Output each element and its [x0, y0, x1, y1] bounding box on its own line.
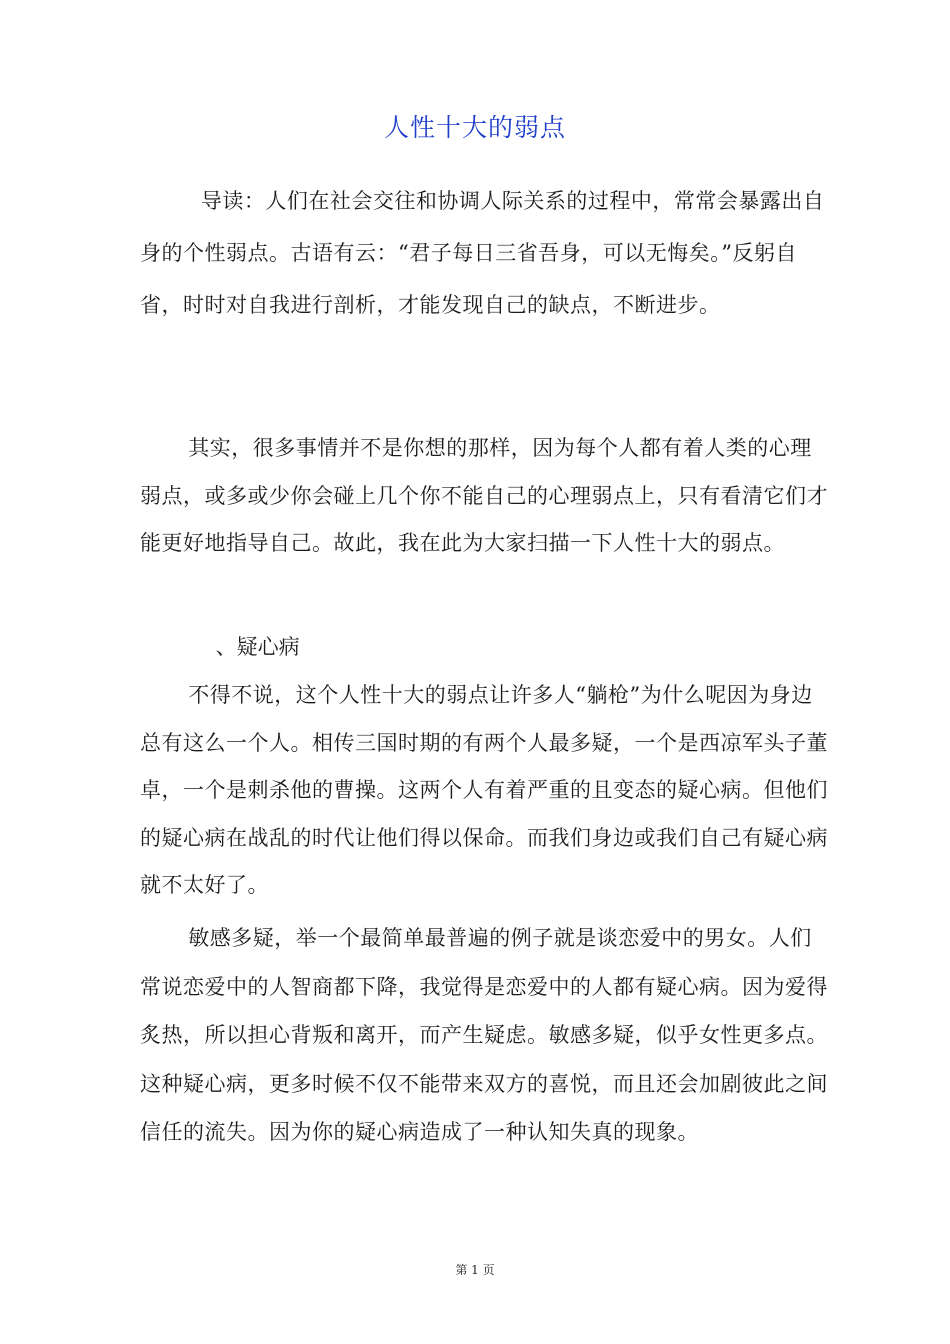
- section-heading: 、疑心病: [215, 635, 300, 659]
- body-paragraph-2: 不得不说，这个人性十大的弱点让许多人“躺枪”为什么呢因为身边总有这么一个人。相传三国时期的有两个人最多疑，一个是西凉军头子董卓，一个是刺杀他的曹操。这两个人有着严重的且变态的疑心病。但他们的疑心病在战乱的时代让他们得以保命。而我们身边或我们自己有疑心病就不太好了。: [140, 683, 828, 897]
- page-number: 第 1 页: [455, 1263, 495, 1277]
- body-paragraph-3: 敏感多疑，举一个最简单最普遍的例子就是谈恋爱中的男女。人们常说恋爱中的人智商都下降，我觉得是恋爱中的人都有疑心病。因为爱得炙热，所以担心背叛和离开，而产生疑虑。敏感多疑，似乎女性更多点。这种疑心病，更多时候不仅不能带来双方的喜悦，而且还会加剧彼此之间信任的流失。因为你的疑心病造成了一种认知失真的现象。: [140, 926, 828, 1144]
- document-title: 人性十大的弱点: [383, 113, 566, 142]
- body-paragraph-1: 其实，很多事情并不是你想的那样，因为每个人都有着人类的心理弱点，或多或少你会碰上几个你不能自己的心理弱点上，只有看清它们才能更好地指导自己。故此，我在此为大家扫描一下人性十大的弱点。: [140, 436, 828, 555]
- intro-paragraph: 导读：人们在社会交往和协调人际关系的过程中，常常会暴露出自身的个性弱点。古语有云：“君子每日三省吾身，可以无悔矣。”反躬自省，时时对自我进行剖析，才能发现自己的缺点，不断进步。: [140, 189, 825, 317]
